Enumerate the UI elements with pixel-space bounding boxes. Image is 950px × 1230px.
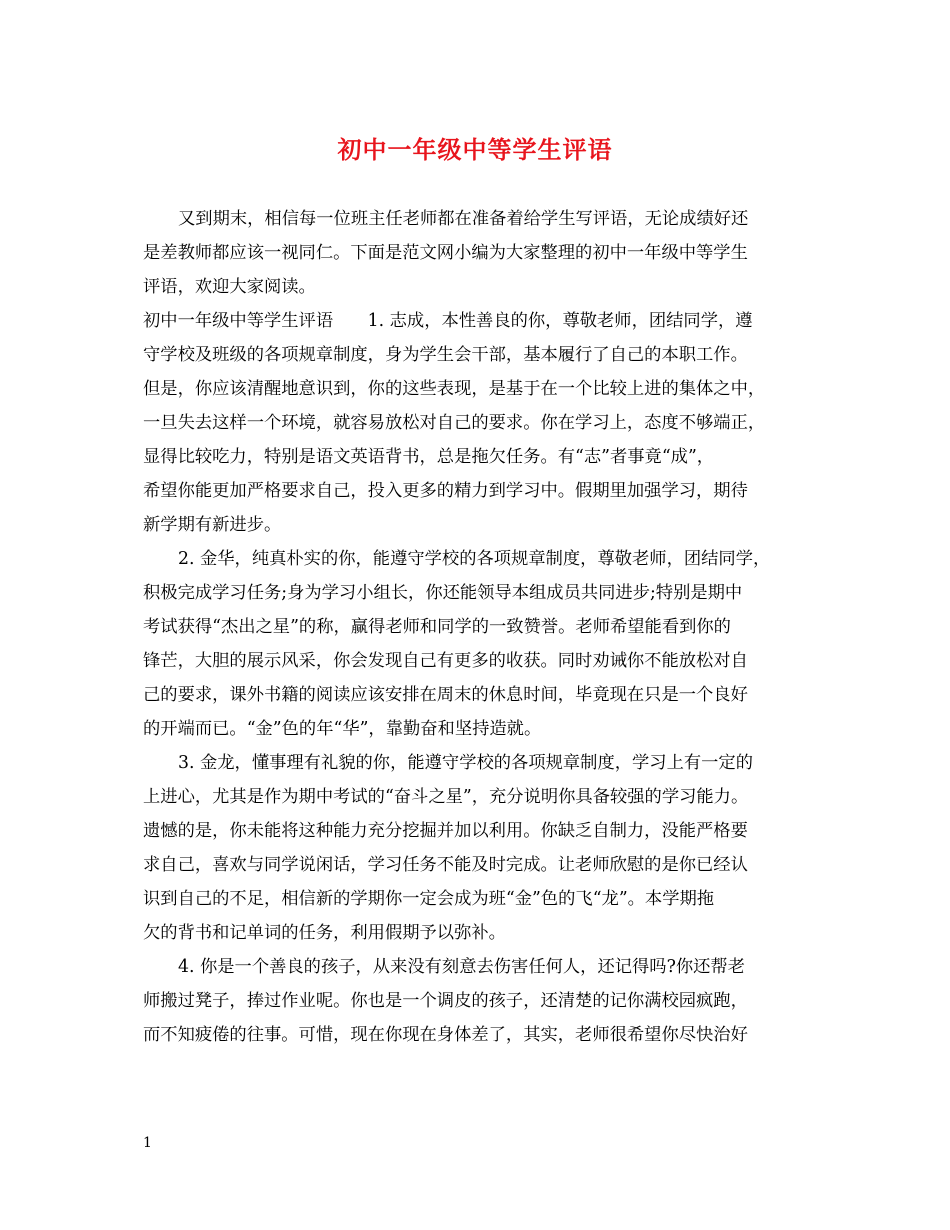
- text-line: 识到自己的不足，相信新的学期你一定会成为班“金”色的飞“龙”。本学期拖: [143, 889, 715, 909]
- text-line: 又到期末，相信每一位班主任老师都在准备着给学生写评语，无论成绩好还: [178, 209, 749, 229]
- text-line: 但是，你应该清醒地意识到，你的这些表现，是基于在一个比较上进的集体之中，: [143, 379, 766, 399]
- text-line: 师搬过凳子，捧过作业呢。你也是一个调皮的孩子，还清楚的记你满校园疯跑，: [143, 991, 748, 1011]
- text-line: 上进心，尤其是作为期中考试的“奋斗之星”，充分说明你具备较强的学习能力。: [143, 787, 749, 807]
- text-line: 3. 金龙，懂事理有礼貌的你，能遵守学校的各项规章制度，学习上有一定的: [178, 753, 753, 773]
- text-line: 欠的背书和记单词的任务，利用假期予以弥补。: [143, 923, 506, 943]
- text-line: 4. 你是一个善良的孩子，从来没有刻意去伤害任何人，还记得吗?你还帮老: [178, 957, 745, 977]
- text-line: 遗憾的是，你未能将这种能力充分挖掘并加以利用。你缺乏自制力，没能严格要: [143, 821, 748, 841]
- text-line: 新学期有新进步。: [143, 515, 282, 535]
- text-line: 守学校及班级的各项规章制度，身为学生会干部，基本履行了自己的本职工作。: [143, 345, 748, 365]
- text-line: 显得比较吃力，特别是语文英语背书，总是拖欠任务。有“志”者事竟“成”，: [143, 447, 715, 467]
- document-body: [143, 202, 813, 1052]
- text-line: 而不知疲倦的往事。可惜，现在你现在身体差了，其实，老师很希望你尽快治好: [143, 1025, 748, 1045]
- text-line: 是差教师都应该一视同仁。下面是范文网小编为大家整理的初中一年级中等学生: [143, 243, 748, 263]
- document-title: 初中一年级中等学生评语: [337, 135, 613, 164]
- page-number: 1: [143, 1135, 152, 1151]
- text-line: 评语，欢迎大家阅读。: [143, 277, 316, 297]
- text-line: 锋芒，大胆的展示风采，你会发现自己有更多的收获。同时劝诫你不能放松对自: [143, 651, 748, 671]
- text-line: 的开端而已。“金”色的年“华”，靠勤奋和坚持造就。: [143, 719, 542, 739]
- text-line: 己的要求，课外书籍的阅读应该安排在周末的休息时间，毕竟现在只是一个良好: [143, 685, 748, 705]
- text-line: 初中一年级中等学生评语 1. 志成，本性善良的你，尊敬老师，团结同学，遵: [143, 311, 753, 331]
- text-line: 希望你能更加严格要求自己，投入更多的精力到学习中。假期里加强学习，期待: [143, 481, 748, 501]
- text-line: 一旦失去这样一个环境，就容易放松对自己的要求。你在学习上，态度不够端正，: [143, 413, 766, 433]
- text-line: 求自己，喜欢与同学说闲话，学习任务不能及时完成。让老师欣慰的是你已经认: [143, 855, 748, 875]
- text-line: 积极完成学习任务;身为学习小组长，你还能领导本组成员共同进步;特别是期中: [143, 583, 743, 603]
- text-line: 2. 金华，纯真朴实的你，能遵守学校的各项规章制度，尊敬老师，团结同学，: [178, 549, 771, 569]
- text-line: 考试获得“杰出之星”的称，赢得老师和同学的一致赞誉。老师希望能看到你的: [143, 617, 731, 637]
